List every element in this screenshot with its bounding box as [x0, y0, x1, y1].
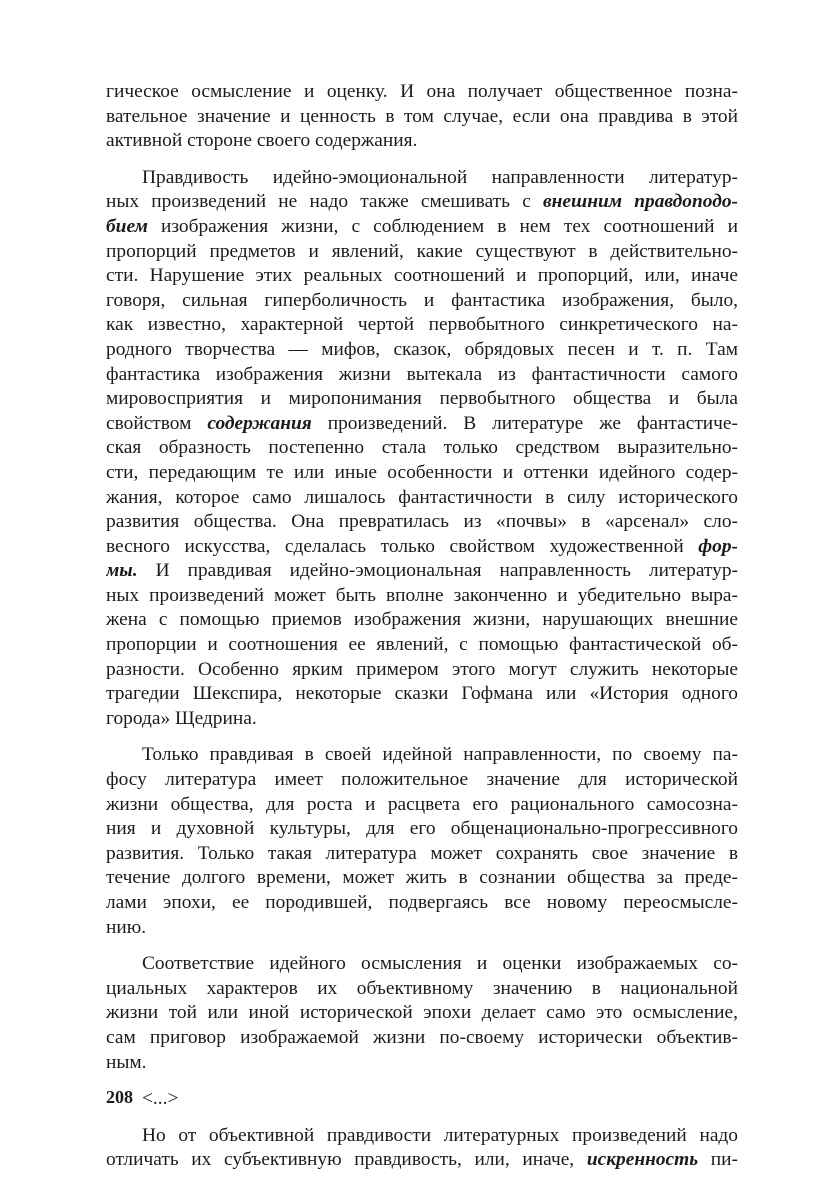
text-line: говоря, сильная гиперболичность и фантастика изображения, было,: [106, 289, 738, 311]
omission-mark: <...>: [142, 1088, 179, 1110]
text-line: развития. Только такая литература может сохранять свое значение в: [106, 842, 738, 864]
text-run: ных произведений не надо также смешивать с: [106, 191, 543, 213]
text-line: развития общества. Она превратилась из «почвы» в «арсенал» сло-: [106, 511, 738, 533]
text-line: сам приговор изображаемой жизни по-своему исторически объектив-: [106, 1026, 738, 1048]
text-run: И правдивая идейно-эмоциональная направленность литератур-: [137, 560, 738, 582]
text-line: жания, которое само лишалось фантастичности в силу исторического: [106, 486, 738, 508]
paragraph-correspondence: [106, 952, 738, 1075]
text-line: течение долгого времени, может жить в сознании общества за преде-: [106, 867, 738, 889]
text-line: гическое осмысление и оценку. И она получает общественное позна-: [106, 81, 738, 102]
text-line: пропорций предметов и явлений, какие существуют в действительно-: [106, 240, 738, 262]
text-line: циальных характеров их объективному значению в национальной: [106, 977, 738, 999]
text-line: активной стороне своего содержания.: [106, 130, 418, 152]
text-line: как известно, характерной чертой первобытного синкретического на-: [106, 314, 738, 336]
emphasis-form-end: мы.: [106, 560, 138, 582]
text-line: мировосприятия и миропонимания первобытного общества и была: [106, 388, 738, 410]
text-line: Но от объективной правдивости литературных произведений надо: [142, 1124, 738, 1146]
paragraph-continuation: [106, 80, 738, 154]
text-line: [106, 215, 738, 240]
text-line: ных произведений может быть вполне законченно и убедительно выра-: [106, 584, 738, 606]
emphasis-sincerity: искренность: [586, 1149, 699, 1171]
text-line: жизни той или иной исторической эпохи делает само это осмысление,: [106, 1002, 738, 1024]
text-line: фосу литература имеет положительное значение для исторической: [106, 769, 738, 791]
text-line: жена с помощью приемов изображения жизни, нарушающих внешние: [106, 609, 738, 631]
text-line: [106, 559, 738, 584]
text-line: родного творчества — мифов, сказок, обрядовых песен и т. п. Там: [106, 338, 738, 360]
page-number: 208: [106, 1087, 133, 1107]
text-line: Только правдивая в своей идейной направленности, по своему па-: [142, 744, 738, 766]
text-run: отличать их субъективную правдивость, или, иначе,: [106, 1149, 587, 1171]
text-line: Соответствие идейного осмысления и оценки изображаемых со-: [142, 953, 738, 975]
page-text: [106, 80, 738, 1173]
text-run: пи-: [698, 1149, 738, 1171]
emphasis-form: фор-: [698, 535, 738, 557]
text-line: [106, 412, 738, 437]
text-run: свойством: [106, 412, 208, 434]
emphasis-external-verisimilitude: внешним правдоподо-: [543, 191, 738, 213]
text-line: ния и духовной культуры, для его общенационально-прогрессивного: [106, 818, 738, 840]
text-line: жизни общества, для роста и расцвета его рационального самосозна-: [106, 793, 738, 815]
text-line: [106, 1148, 738, 1173]
text-line: трагедии Шекспира, некоторые сказки Гофмана или «История одного: [106, 683, 738, 705]
text-line: [106, 190, 738, 215]
text-line: вательное значение и ценность в том случае, если она правдива в этой: [106, 105, 738, 127]
text-line: фантастика изображения жизни вытекала из фантастичности самого: [106, 363, 738, 385]
emphasis-content: содержания: [207, 412, 312, 434]
text-line: города» Щедрина.: [106, 707, 257, 729]
text-run: весного искусства, сделалась только свойством художественной: [106, 535, 699, 557]
text-line: [106, 535, 738, 560]
text-run: произведений. В литературе же фантастиче-: [311, 412, 738, 434]
text-line: сти, передающим те или иные особенности и оттенки идейного содер-: [106, 461, 738, 483]
emphasis-external-verisimilitude-end: бием: [106, 215, 148, 237]
text-line: разности. Особенно ярким примером этого могут служить некоторые: [106, 658, 738, 680]
paragraph-only-truthful: [106, 743, 738, 940]
text-line: ным.: [106, 1051, 147, 1073]
text-line: лами эпохи, ее породившей, подвергаясь все новому переосмысле-: [106, 892, 738, 913]
paragraph-truthfulness: [106, 166, 738, 732]
text-line: Правдивость идейно-эмоциональной направленности литератур-: [142, 166, 738, 188]
text-run: изображения жизни, с соблюдением в нем тех соотношений и: [147, 215, 738, 237]
text-line: пропорции и соотношения ее явлений, с помощью фантастической об-: [106, 634, 738, 656]
text-line: ская образность постепенно стала только средством выразительно-: [106, 437, 738, 459]
text-line: нию.: [106, 916, 147, 938]
paragraph-sincerity: [106, 1124, 738, 1173]
text-line: сти. Нарушение этих реальных соотношений и пропорций, или, иначе: [106, 265, 738, 287]
